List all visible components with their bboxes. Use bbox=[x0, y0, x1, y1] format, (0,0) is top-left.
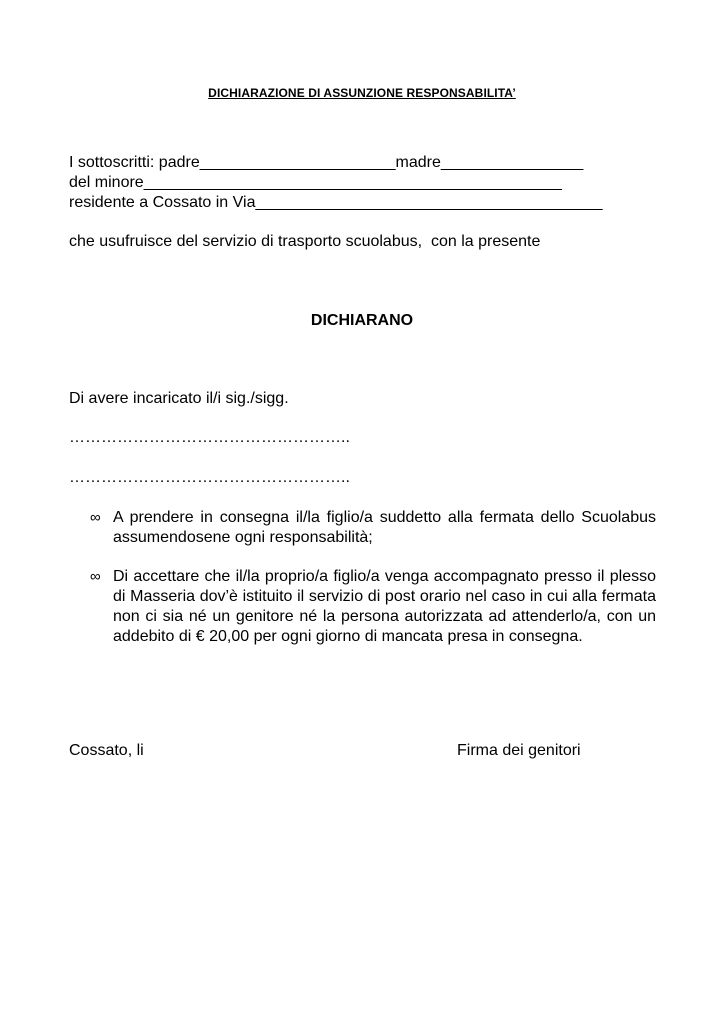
document-title: DICHIARAZIONE DI ASSUNZIONE RESPONSABILITA’ bbox=[208, 86, 516, 100]
signature-label: Firma dei genitori bbox=[457, 742, 581, 759]
service-line: che usufruisce del servizio di trasporto scuolabus, con la presente bbox=[69, 233, 541, 250]
delegation-line: Di avere incaricato il/i sig./sigg. bbox=[69, 390, 289, 407]
section-heading: DICHIARANO bbox=[310, 312, 414, 329]
infinity-bullet-icon: ∞ bbox=[90, 509, 101, 526]
list-item-text: A prendere in consegna il/la figlio/a suddetto alla fermata dello Scuolabus assumendosene ogni responsabilità; bbox=[113, 509, 656, 546]
intro-line-address: residente a Cossato in Via_______________________________________ bbox=[69, 194, 603, 211]
place-date-label: Cossato, li bbox=[69, 742, 144, 759]
intro-line-minor: del minore_______________________________________________ bbox=[69, 174, 562, 191]
intro-line-parents: I sottoscritti: padre______________________madre________________ bbox=[69, 154, 584, 171]
dotted-line: …………………………………………….. bbox=[69, 469, 350, 486]
list-item-text: Di accettare che il/la proprio/a figlio/a venga accompagnato presso il plesso di Masseria dov’è istituito il servizio di post orario nel caso in cui alla fermata non ci sia né un genitore né la persona autorizzata ad attenderlo/a, con un addebito di € 20,00 per ogni giorno di mancata presa in consegna. bbox=[113, 568, 656, 645]
dotted-line: …………………………………………….. bbox=[69, 429, 350, 446]
infinity-bullet-icon: ∞ bbox=[90, 568, 101, 585]
